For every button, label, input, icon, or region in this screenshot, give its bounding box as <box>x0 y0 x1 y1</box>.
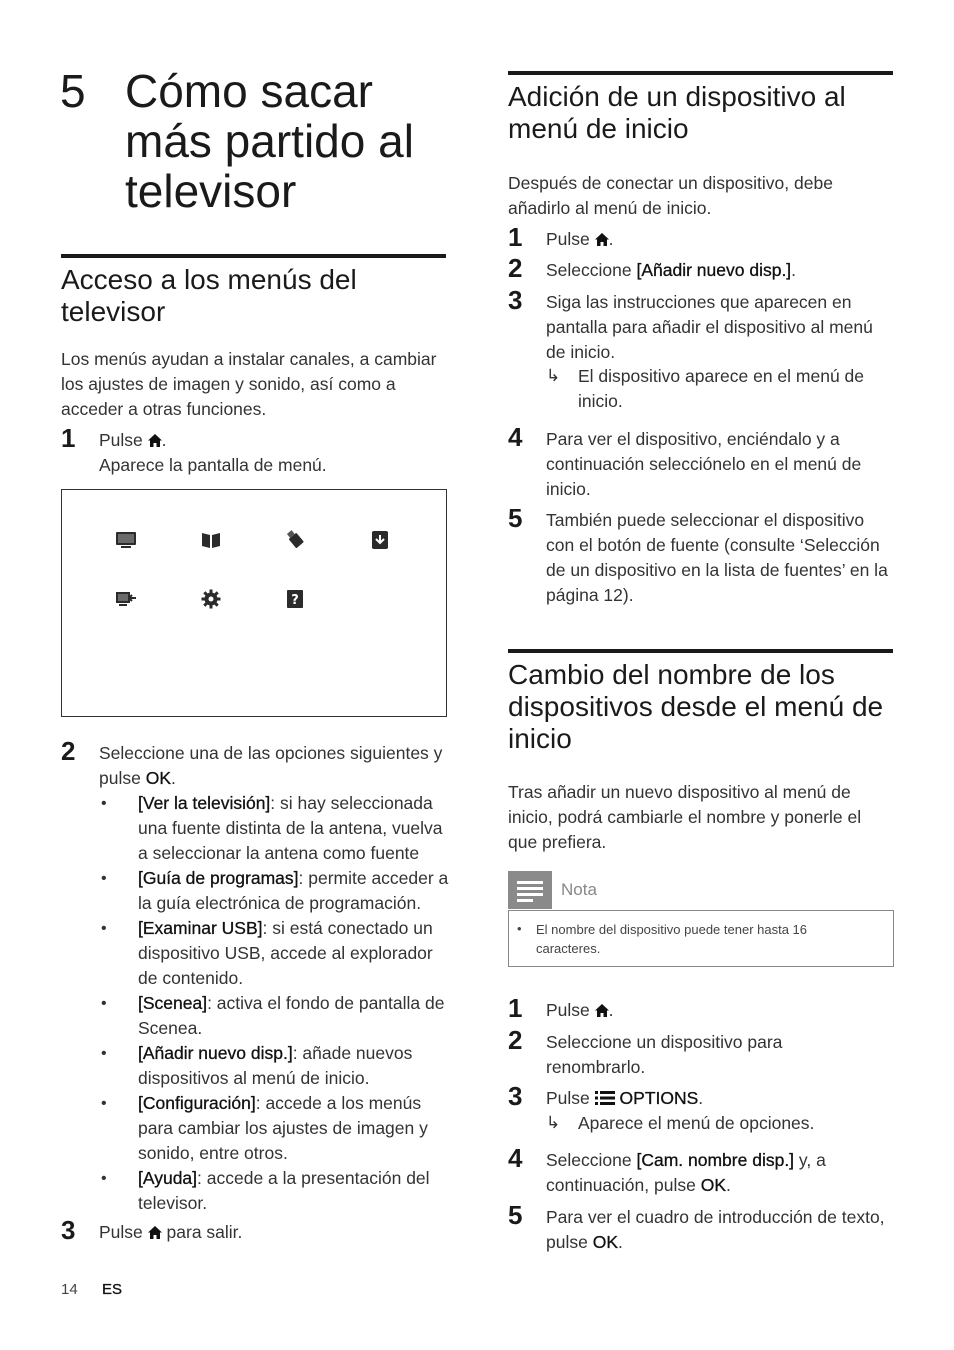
home-icon <box>148 1226 162 1239</box>
section-title-menus: Acceso a los menús del televisor <box>61 264 357 327</box>
option-description: : si hay seleccionada una fuente distinta de la antena, vuelva a seleccionar la antena como fuente <box>138 793 443 863</box>
bullet: • <box>101 795 107 812</box>
step-number: 4 <box>508 1143 523 1173</box>
step-number: 3 <box>508 285 523 315</box>
step-text: Para ver el cuadro de introducción de texto, pulse OK. <box>546 1207 885 1252</box>
options-icon <box>595 1091 615 1105</box>
step-text: También puede seleccionar el dispositivo con el botón de fuente (consulte ‘Selección de un dispositivo en la lista de fuentes’ en la página 12). <box>546 510 888 605</box>
section-rule <box>61 254 446 258</box>
book-icon <box>200 529 222 551</box>
step-result: Aparece la pantalla de menú. <box>99 455 327 475</box>
language-code: ES <box>102 1281 123 1298</box>
option-label: [Examinar USB] <box>138 918 263 938</box>
option-description: : permite acceder a la guía electrónica de programación. <box>138 868 449 913</box>
help-icon <box>284 588 306 610</box>
step-number: 5 <box>508 503 523 533</box>
step-text: Pulse . <box>546 1000 614 1020</box>
option-item <box>99 866 451 916</box>
section-title-rename: Cambio del nombre de los dispositivos desde el menú de inicio <box>508 659 884 754</box>
option-description: : añade nuevos dispositivos al menú de inicio. <box>138 1043 413 1088</box>
home-icon <box>595 1004 609 1017</box>
result-arrow-icon: ↳ <box>546 366 561 385</box>
option-item <box>99 991 451 1041</box>
bullet: • <box>101 1095 107 1112</box>
intro-add-device: Después de conectar un dispositivo, debe añadirlo al menú de inicio. <box>508 173 833 218</box>
bullet: • <box>101 870 107 887</box>
home-icon <box>595 233 609 246</box>
section-title-add-device: Adición de un dispositivo al menú de inicio <box>508 81 846 144</box>
bullet: • <box>101 1045 107 1062</box>
step-text: Para ver el dispositivo, enciéndalo y a continuación selecciónelo en el menú de inicio. <box>546 429 862 499</box>
usb-icon <box>284 528 306 550</box>
options-list <box>99 791 451 1216</box>
option-item <box>99 1041 451 1091</box>
result-arrow-icon: ↳ <box>546 1113 561 1132</box>
note-box <box>508 910 894 967</box>
page-number: 14 <box>61 1281 78 1298</box>
section-rule <box>508 649 893 653</box>
step-text: Seleccione [Cam. nombre disp.] y, a continuación, pulse OK. <box>546 1150 826 1195</box>
option-description: : si está conectado un dispositivo USB, accede al explorador de contenido. <box>138 918 433 988</box>
note-icon <box>508 871 552 909</box>
step-number: 1 <box>61 423 76 453</box>
option-item <box>99 791 451 866</box>
note-tab <box>508 871 552 909</box>
step-number: 2 <box>508 253 523 283</box>
step-text: Pulse . Aparece la pantalla de menú. <box>99 430 327 475</box>
intro-rename: Tras añadir un nuevo dispositivo al menú de inicio, podrá cambiarle el nombre y ponerle el que prefiera. <box>508 782 862 852</box>
option-description: : accede a la presentación del televisor. <box>138 1168 430 1213</box>
step-number: 1 <box>508 222 523 252</box>
step-number: 2 <box>61 736 76 766</box>
add-device-icon <box>115 588 137 610</box>
step-text: Pulse . <box>546 229 614 249</box>
note-label: Nota <box>561 880 597 899</box>
step-text: Seleccione una de las opciones siguientes y pulse OK. <box>99 743 443 788</box>
gear-icon <box>200 588 222 610</box>
option-label: [Ayuda] <box>138 1168 198 1188</box>
step-number: 3 <box>508 1081 523 1111</box>
step-text: Pulse para salir. <box>99 1222 243 1242</box>
scenea-icon <box>369 529 391 551</box>
menu-screen-illustration <box>61 489 447 717</box>
step-text: Siga las instrucciones que aparecen en pantalla para añadir el dispositivo al menú de inicio. <box>546 292 873 362</box>
svg-text:?: ? <box>291 593 299 608</box>
chapter-number: 5 <box>60 65 86 117</box>
step-result: Aparece el menú de opciones. <box>578 1113 815 1133</box>
option-description: : accede a los menús para cambiar los ajustes de imagen y sonido, entre otros. <box>138 1093 428 1163</box>
bullet: • <box>101 995 107 1012</box>
option-label: [Scenea] <box>138 993 208 1013</box>
step-number: 1 <box>508 993 523 1023</box>
step-number: 3 <box>61 1215 76 1245</box>
option-item <box>99 916 451 991</box>
note-text: El nombre del dispositivo puede tener hasta 16 caracteres. <box>536 922 808 956</box>
option-label: [Guía de programas] <box>138 868 299 888</box>
step-number: 2 <box>508 1025 523 1055</box>
section-rule <box>508 71 893 75</box>
option-item <box>99 1091 451 1166</box>
step-text: Pulse OPTIONS. <box>546 1088 704 1108</box>
option-label: [Configuración] <box>138 1093 256 1113</box>
step-text: Seleccione [Añadir nuevo disp.]. <box>546 260 797 280</box>
bullet: • <box>101 1170 107 1187</box>
option-label: [Ver la televisión] <box>138 793 271 813</box>
intro-menus: Los menús ayudan a instalar canales, a cambiar los ajustes de imagen y sonido, así como a acceder a otras funciones. <box>61 349 437 419</box>
option-item <box>99 1166 451 1216</box>
step-result: El dispositivo aparece en el menú de inicio. <box>578 366 865 411</box>
step-text: Seleccione un dispositivo para renombrarlo. <box>546 1032 783 1077</box>
home-icon <box>148 434 162 447</box>
option-description: : activa el fondo de pantalla de Scenea. <box>138 993 445 1038</box>
chapter-title: Cómo sacar más partido al televisor <box>125 65 414 217</box>
bullet: • <box>101 920 107 937</box>
option-label: [Añadir nuevo disp.] <box>138 1043 293 1063</box>
tv-icon <box>115 529 137 551</box>
step-number: 5 <box>508 1200 523 1230</box>
step-number: 4 <box>508 422 523 452</box>
note-bullet: • <box>517 921 522 936</box>
